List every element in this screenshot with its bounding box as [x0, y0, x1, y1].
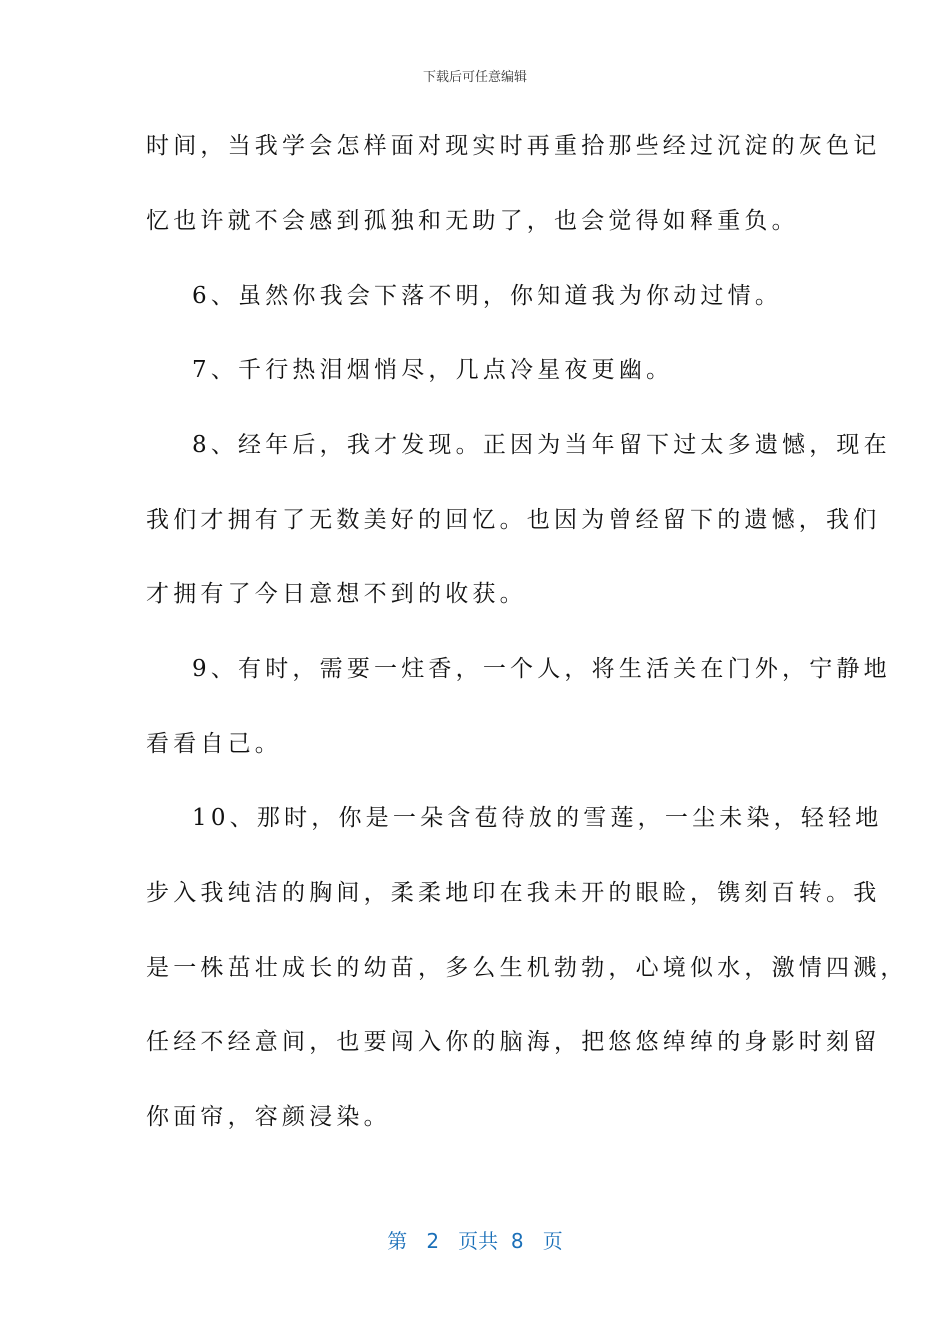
current-page-number: 2 — [426, 1229, 440, 1253]
text-line: 是一株茁壮成长的幼苗，多么生机勃勃，心境似水，激情四溅， — [146, 955, 908, 981]
page-footer — [0, 1225, 950, 1254]
text-line: 9、有时，需要一炷香，一个人，将生活关在门外，宁静地 — [192, 656, 891, 682]
text-line: 忆也许就不会感到孤独和无助了，也会觉得如释重负。 — [146, 208, 799, 234]
text-line: 看看自己。 — [146, 731, 282, 757]
text-line: 任经不经意间，也要闯入你的脑海，把悠悠绰绰的身影时刻留 — [146, 1029, 881, 1055]
text-line: 才拥有了今日意想不到的收获。 — [146, 581, 527, 607]
text-line: 10、那时，你是一朵含苞待放的雪莲，一尘未染，轻轻地 — [192, 805, 883, 831]
text-line: 6、虽然你我会下落不明，你知道我为你动过情。 — [192, 283, 783, 309]
footer-prefix: 第 — [387, 1229, 408, 1253]
text-line: 时间，当我学会怎样面对现实时再重拾那些经过沉淀的灰色记 — [146, 133, 881, 159]
footer-middle: 页共 — [458, 1229, 499, 1253]
text-line: 步入我纯洁的胸间，柔柔地印在我未开的眼睑，镌刻百转。我 — [146, 880, 881, 906]
text-line: 我们才拥有了无数美好的回忆。也因为曾经留下的遗憾，我们 — [146, 507, 881, 533]
text-line: 7、千行热泪烟悄尽，几点冷星夜更幽。 — [192, 357, 674, 383]
footer-suffix: 页 — [542, 1229, 563, 1253]
text-line: 8、经年后，我才发现。正因为当年留下过太多遗憾，现在 — [192, 432, 891, 458]
page-header: 下载后可任意编辑 — [422, 70, 527, 85]
text-line: 你面帘，容颜浸染。 — [146, 1104, 391, 1130]
total-pages-number: 8 — [510, 1229, 524, 1253]
